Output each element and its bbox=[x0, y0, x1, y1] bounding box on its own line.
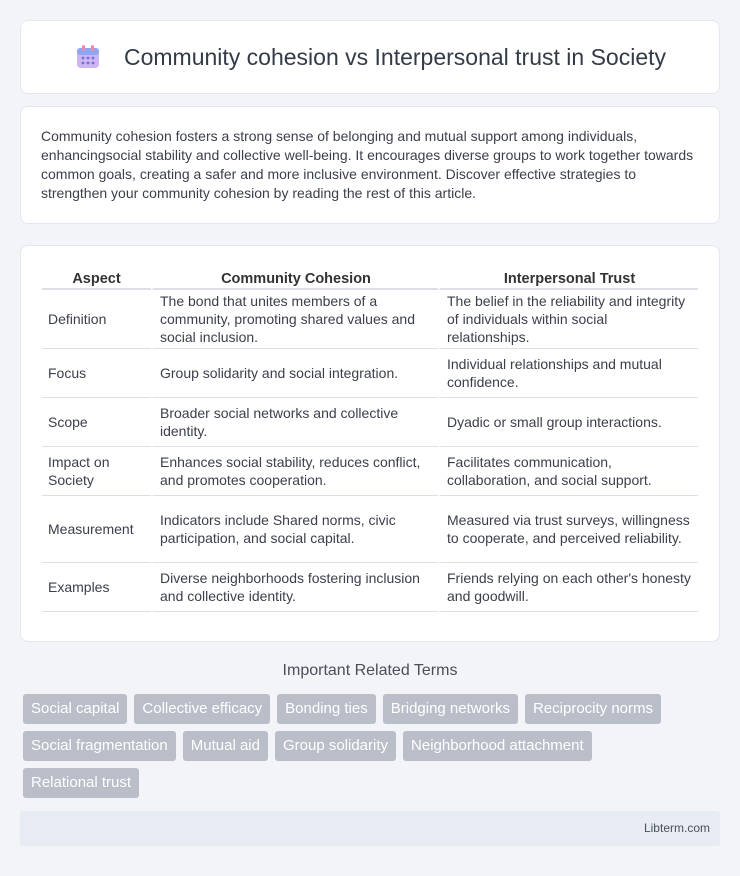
aspect-cell: Measurement bbox=[42, 496, 151, 563]
trust-cell: Friends relying on each other's honesty and goodwill. bbox=[438, 563, 698, 612]
aspect-cell: Impact on Society bbox=[42, 447, 151, 496]
tag-bridging-networks[interactable]: Bridging networks bbox=[383, 694, 518, 724]
related-terms-list bbox=[23, 694, 713, 805]
table-row bbox=[42, 447, 698, 496]
tag-reciprocity-norms[interactable]: Reciprocity norms bbox=[525, 694, 661, 724]
aspect-cell: Focus bbox=[42, 349, 151, 398]
aspect-cell: Definition bbox=[42, 290, 151, 349]
trust-cell: Facilitates communication, collaboration, and social support. bbox=[438, 447, 698, 496]
aspect-cell: Scope bbox=[42, 398, 151, 447]
trust-cell: Dyadic or small group interactions. bbox=[438, 398, 698, 447]
cohesion-cell: Broader social networks and collective identity. bbox=[151, 398, 438, 447]
cohesion-cell: The bond that unites members of a community, promoting shared values and social inclusion. bbox=[151, 290, 438, 349]
footer bbox=[20, 811, 720, 846]
table-row bbox=[42, 349, 698, 398]
intro-text: Community cohesion fosters a strong sense of belonging and mutual support among individuals, enhancingsocial stability and collective well-being. It encourages diverse groups to work together towards common goals, creating a safer and more inclusive environment. Discover effective strategies to strengthen your community cohesion by reading the rest of this article. bbox=[41, 128, 694, 201]
cohesion-cell: Enhances social stability, reduces conflict, and promotes cooperation. bbox=[151, 447, 438, 496]
header-aspect: Aspect bbox=[42, 266, 151, 290]
tag-bonding-ties[interactable]: Bonding ties bbox=[277, 694, 376, 724]
tag-collective-efficacy[interactable]: Collective efficacy bbox=[134, 694, 270, 724]
trust-cell: Measured via trust surveys, willingness to cooperate, and perceived reliability. bbox=[438, 496, 698, 563]
tag-relational-trust[interactable]: Relational trust bbox=[23, 768, 139, 798]
header-community-cohesion: Community Cohesion bbox=[151, 266, 438, 290]
header-interpersonal-trust: Interpersonal Trust bbox=[438, 266, 698, 290]
calendar-grid-icon bbox=[74, 43, 102, 71]
table-header-row bbox=[42, 266, 698, 290]
aspect-cell: Examples bbox=[42, 563, 151, 612]
intro-card bbox=[20, 106, 720, 224]
comparison-card bbox=[20, 245, 720, 642]
tag-social-fragmentation[interactable]: Social fragmentation bbox=[23, 731, 176, 761]
cohesion-cell: Indicators include Shared norms, civic participation, and social capital. bbox=[151, 496, 438, 563]
tag-mutual-aid[interactable]: Mutual aid bbox=[183, 731, 268, 761]
trust-cell: The belief in the reliability and integrity of individuals within social relationships. bbox=[438, 290, 698, 349]
cohesion-cell: Diverse neighborhoods fostering inclusion and collective identity. bbox=[151, 563, 438, 612]
tag-social-capital[interactable]: Social capital bbox=[23, 694, 127, 724]
tag-neighborhood-attachment[interactable]: Neighborhood attachment bbox=[403, 731, 592, 761]
table-row bbox=[42, 563, 698, 612]
cohesion-cell: Group solidarity and social integration. bbox=[151, 349, 438, 398]
table-row bbox=[42, 290, 698, 349]
header-card bbox=[20, 20, 720, 94]
tag-group-solidarity[interactable]: Group solidarity bbox=[275, 731, 396, 761]
related-terms-title: Important Related Terms bbox=[282, 662, 458, 679]
page-title: Community cohesion vs Interpersonal trust in Society bbox=[123, 43, 667, 70]
footer-site-link[interactable]: Libterm.com bbox=[643, 821, 710, 835]
comparison-table bbox=[42, 266, 698, 612]
table-row bbox=[42, 496, 698, 563]
header bbox=[74, 43, 666, 71]
table-row bbox=[42, 398, 698, 447]
trust-cell: Individual relationships and mutual confidence. bbox=[438, 349, 698, 398]
